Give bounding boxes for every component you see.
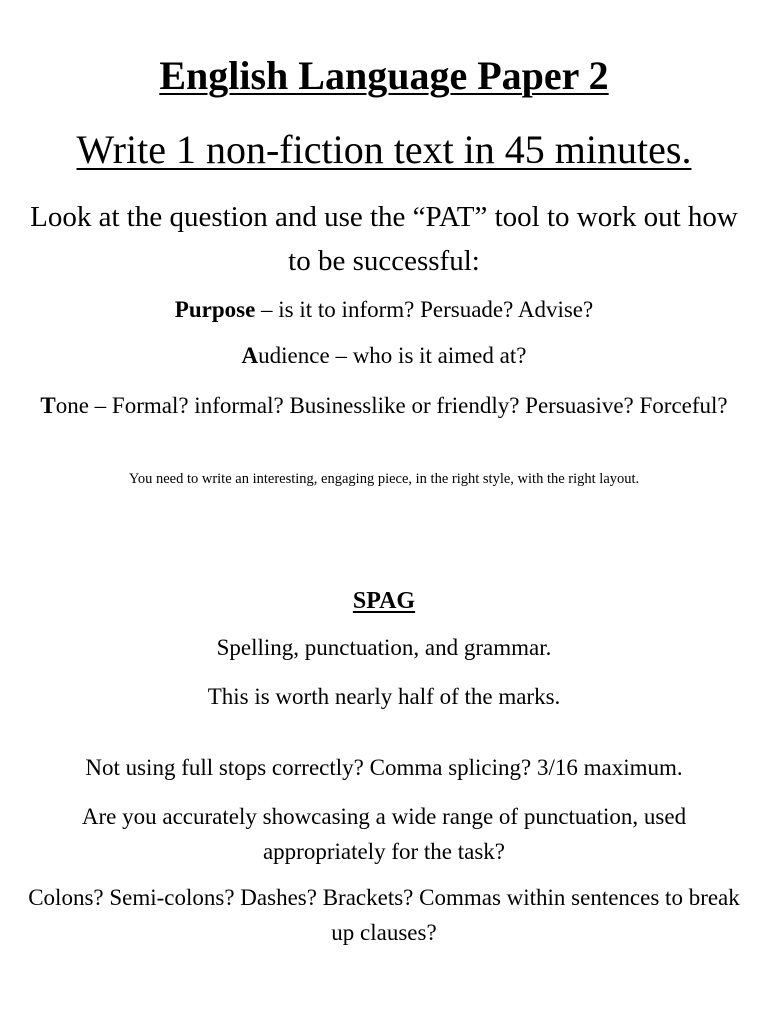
pat-purpose-lead: Purpose <box>174 297 256 322</box>
style-note: You need to write an interesting, engaging piece, in the right style, with the right layout. <box>128 471 640 487</box>
spag-line-full-stops: Not using full stops correctly? Comma splicing? 3/16 maximum. <box>85 755 683 780</box>
spag-line-spelling: Spelling, punctuation, and grammar. <box>216 635 552 660</box>
pat-audience-lead: A <box>241 343 259 368</box>
spag-line-punctuation-range: Are you accurately showcasing a wide range of punctuation, used appropriately for the task? <box>81 804 687 864</box>
spag-heading: SPAG <box>352 588 416 614</box>
page-title: English Language Paper 2 <box>159 53 609 98</box>
spag-line-marks: This is worth nearly half of the marks. <box>207 684 561 709</box>
pat-audience-text: udience – who is it aimed at? <box>258 343 527 368</box>
pat-purpose-text: – is it to inform? Persuade? Advise? <box>255 297 594 322</box>
spag-line-colons: Colons? Semi-colons? Dashes? Brackets? Commas within sentences to break up clauses? <box>28 885 740 945</box>
page-subtitle: Write 1 non-fiction text in 45 minutes. <box>76 127 692 172</box>
pat-intro: Look at the question and use the “PAT” tool to work out how to be successful: <box>30 201 738 277</box>
pat-audience <box>20 342 748 370</box>
pat-tone <box>20 389 748 424</box>
pat-purpose <box>20 296 748 324</box>
pat-tone-lead: T <box>40 393 56 418</box>
pat-tone-text: one – Formal? informal? Businesslike or friendly? Persuasive? Forceful? <box>55 393 728 418</box>
